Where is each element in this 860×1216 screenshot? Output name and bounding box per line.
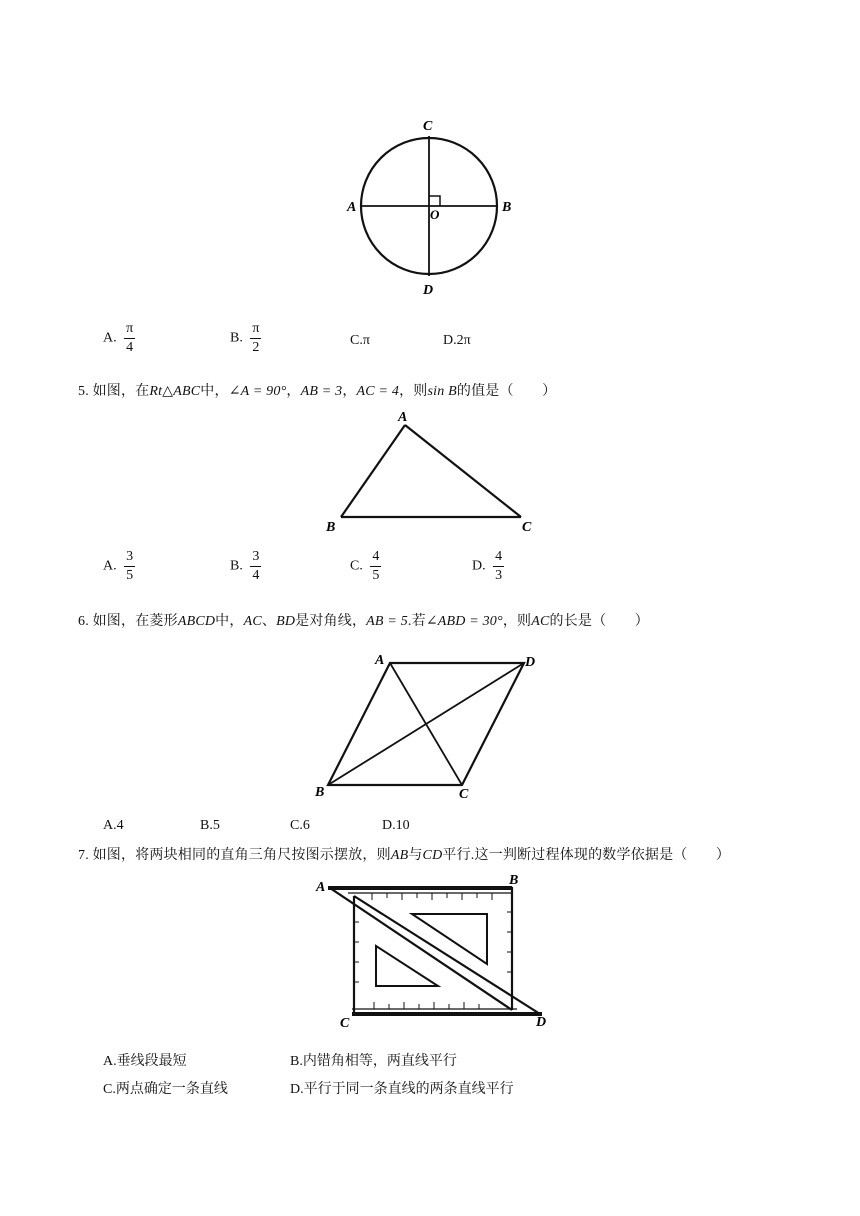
q7-option-b: B.内错角相等，两直线平行 xyxy=(290,1054,457,1069)
numerator: 3 xyxy=(124,550,135,567)
stem-text: 、 xyxy=(261,614,277,629)
denominator: 4 xyxy=(126,340,134,355)
rhombus-figure xyxy=(310,646,550,806)
stem-math: CD xyxy=(422,848,443,863)
q5-option-b xyxy=(230,550,261,583)
side-ab xyxy=(341,425,405,517)
q4-option-c: C.π xyxy=(350,333,370,348)
label-d: D xyxy=(536,1015,547,1030)
numerator: 4 xyxy=(493,550,504,567)
fraction xyxy=(250,322,261,355)
question-5-stem xyxy=(78,380,556,400)
ruler-ticks-bottom xyxy=(374,1002,479,1009)
stem-math: ∠ABD = 30° xyxy=(425,614,503,629)
stem-math: ∠A = 90° xyxy=(228,384,287,399)
stem-math: AC = 4 xyxy=(356,384,400,399)
option-letter: A. xyxy=(103,330,117,346)
q7-option-a: A.垂线段最短 xyxy=(103,1054,187,1069)
stem-math: ABCD xyxy=(177,614,216,629)
stem-math: ABC xyxy=(173,384,201,399)
question-number: 7. xyxy=(78,848,89,863)
label-a: A xyxy=(375,653,385,668)
label-d: D xyxy=(423,283,434,298)
q6-option-c: C.6 xyxy=(290,818,310,833)
q4-option-b xyxy=(230,322,261,355)
triangle-figure xyxy=(318,405,548,537)
stem-text: .若 xyxy=(407,614,426,629)
label-a: A xyxy=(398,410,408,425)
label-c: C xyxy=(522,520,532,535)
q5-option-a xyxy=(103,550,135,583)
stem-math: AB = 3 xyxy=(300,384,343,399)
stem-text: 如图，将两块相同的直角三角尺按图示摆放，则 xyxy=(92,848,391,863)
diagonal-bd xyxy=(328,663,524,785)
fraction xyxy=(493,550,504,583)
numerator: 3 xyxy=(250,550,261,567)
stem-text: 与 xyxy=(408,848,423,863)
q6-option-d: D.10 xyxy=(382,818,410,833)
set-square-1-hypotenuse xyxy=(330,888,512,1010)
stem-math: AC xyxy=(531,614,550,629)
stem-text: ，则 xyxy=(399,384,428,399)
stem-math: sin B xyxy=(427,384,457,399)
q4-option-a xyxy=(103,322,135,355)
fraction xyxy=(124,322,135,355)
q5-option-d xyxy=(472,550,504,583)
q7-option-c: C.两点确定一条直线 xyxy=(103,1082,228,1097)
denominator: 4 xyxy=(252,568,260,583)
q7-option-d: D.平行于同一条直线的两条直线平行 xyxy=(290,1082,514,1097)
question-7-stem xyxy=(78,844,730,864)
label-b: B xyxy=(315,785,325,800)
option-letter: B. xyxy=(230,558,243,574)
circle-figure xyxy=(340,112,520,302)
label-b: B xyxy=(509,873,519,888)
label-c: C xyxy=(423,119,433,134)
q6-option-b: B.5 xyxy=(200,818,220,833)
set-squares-figure xyxy=(312,872,562,1032)
denominator: 5 xyxy=(372,568,380,583)
fraction xyxy=(124,550,135,583)
option-letter: C. xyxy=(350,558,363,574)
label-a: A xyxy=(316,880,326,895)
stem-text: 是对角线， xyxy=(295,614,367,629)
numerator: π xyxy=(250,322,261,339)
option-letter: D. xyxy=(472,558,486,574)
stem-math: AB xyxy=(390,848,409,863)
stem-text: 的长是（ ） xyxy=(549,614,649,629)
label-a: A xyxy=(347,200,357,215)
stem-text: 如图，在 xyxy=(92,384,150,399)
right-angle-mark xyxy=(429,196,440,206)
question-number: 5. xyxy=(78,384,89,399)
label-d: D xyxy=(525,655,536,670)
side-ac xyxy=(405,425,521,517)
option-letter: A. xyxy=(103,558,117,574)
fraction xyxy=(250,550,261,583)
stem-text: ， xyxy=(286,384,301,399)
q6-option-a: A.4 xyxy=(103,818,124,833)
stem-text: 中， xyxy=(200,384,229,399)
stem-text: 中， xyxy=(215,614,244,629)
label-c: C xyxy=(340,1016,350,1031)
stem-text: ，则 xyxy=(502,614,532,629)
q4-option-d: D.2π xyxy=(443,333,471,348)
denominator: 3 xyxy=(495,568,503,583)
numerator: π xyxy=(124,322,135,339)
denominator: 2 xyxy=(252,340,260,355)
stem-text: 如图，在菱形 xyxy=(92,614,178,629)
ruler-ticks-top xyxy=(372,893,492,900)
stem-text: 的值是（ ） xyxy=(456,384,557,399)
option-letter: B. xyxy=(230,330,243,346)
question-6-stem xyxy=(78,610,649,630)
label-c: C xyxy=(459,787,469,802)
stem-math: Rt xyxy=(149,384,163,399)
set-square-2-hole xyxy=(376,946,438,986)
label-b: B xyxy=(326,520,336,535)
stem-math: AB = 5 xyxy=(366,614,408,629)
stem-text: ， xyxy=(342,384,357,399)
numerator: 4 xyxy=(370,550,381,567)
stem-math: △ xyxy=(162,384,174,399)
stem-text: 平行.这一判断过程体现的数学依据是（ ） xyxy=(442,848,731,863)
label-b: B xyxy=(502,200,512,215)
label-o: O xyxy=(430,207,440,222)
fraction xyxy=(370,550,381,583)
question-number: 6. xyxy=(78,614,89,629)
stem-math: AC xyxy=(243,614,262,629)
denominator: 5 xyxy=(126,568,134,583)
stem-math: BD xyxy=(276,614,296,629)
q5-option-c xyxy=(350,550,381,583)
